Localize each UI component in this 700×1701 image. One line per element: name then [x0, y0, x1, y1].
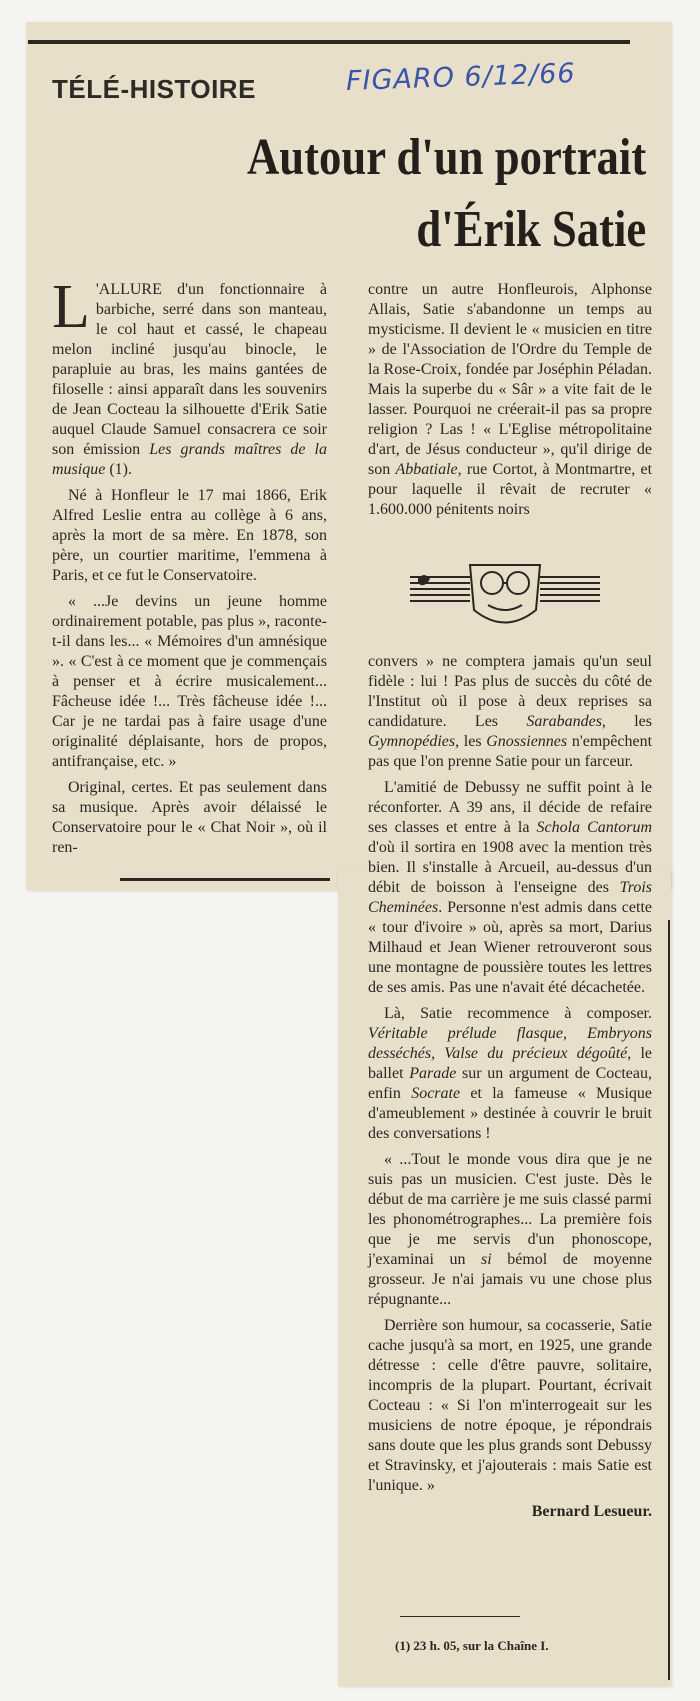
section-label: TÉLÉ-HISTOIRE [52, 74, 256, 104]
paragraph: L'amitié de Debussy ne suffit point à le réconforter. A 39 ans, il décide de refaire ses classes et entre à la Schola Cantorum d'où il sortira en 1908 avec la mention très bien. Il s'installe à Arcueil, au-dessus d'un débit de boisson à l'enseigne des Trois Cheminées. Personne n'est admis dans cette « tour d'ivoire » où, après sa mort, Darius Milhaud et Jean Wiener retrouveront sous une montagne de poussière toutes les lettres de ses amis. Pas une n'avait été décachetée. [368, 779, 653, 996]
headline-line-2: d'Érik Satie [416, 201, 646, 258]
paragraph-quote: « ...Tout le monde vous dira que je ne suis pas un musicien. C'est juste. Dès le début de ma carrière je me suis classé parmi les phonométrographes... La première fois que je me servis d'un phonoscope, j'examinai un si bémol de moyenne grosseur. Je n'ai jamais vu une chose plus répugnante... [368, 1151, 653, 1308]
footnote-rule [400, 1616, 520, 1617]
headline-line-1: Autour d'un portrait [246, 129, 646, 186]
top-rule [28, 40, 630, 44]
handwritten-date-note: FIGARO 6/12/66 [345, 58, 577, 97]
article-column-right-top [368, 280, 652, 526]
drop-cap: L [52, 273, 90, 341]
author-signature: Bernard Lesueur. [531, 1503, 652, 1520]
left-column-end-rule [120, 878, 330, 881]
paragraph: Original, certes. Et pas seulement dans sa musique. Après avoir délaissé le Conservatoire pour le « Chat Noir », où il ren- [52, 779, 327, 856]
article-column-right-bottom [368, 652, 652, 1522]
right-border-rule [668, 920, 670, 1680]
article-column-left [52, 273, 327, 864]
paragraph: Né à Honfleur le 17 mai 1866, Erik Alfred Leslie entra au collège à 6 ans, après la mort de sa mère. En 1878, son père, un courtier maritime, l'emmena à Paris, et ce fut le Conservatoire. [52, 487, 327, 584]
paragraph: Derrière son humour, sa cocasserie, Satie cache jusqu'à sa mort, en 1925, une grande détresse : celle d'être pauvre, solitaire, incompris de la plupart. Pourtant, écrivait Cocteau : « Si l'on m'interrogeait sur les musiciens de notre époque, je répondrais sans doute que les plus grands sont Debussy et Stravinsky, et j'ajouterais : mais Satie est l'unique. » [368, 1317, 652, 1494]
paragraph: contre un autre Honfleurois, Alphonse Allais, Satie s'abandonne un temps au mysticisme. Il devient le « musicien en titre » de l'Association de l'Ordre du Temple de la Rose-Croix, fondée par Joséphin Péladan. Mais la superbe du « Sâr » a vite fait de le lasser. Pourquoi ne créerait-il pas sa propre religion ? Las ! « L'Eglise métropolitaine d'art, de Jésus conducteur », qu'il dirige de son Abbatiale, rue Cortot, à Montmartre, et pour laquelle il rêvait de recruter « 1.600.000 pénitents noirs [368, 281, 653, 518]
paragraph: L 'ALLURE d'un fonctionnaire à barbiche, serré dans son manteau, le col haut et cassé, le chapeau melon incliné jusqu'au binocle, le parapluie au bras, les mains gantées de filoselle : ainsi apparaît dans les souvenirs de Jean Cocteau la silhouette d'Erik Satie auquel Claude Samuel consacrera ce soir son émission Les grands maîtres de la musique (1). [52, 273, 327, 478]
paragraph-quote: « ...Je devins un jeune homme ordinairement potable, pas plus », raconte-t-il dans les... « Mémoires d'un amnésique ». « C'est à ce moment que je commençais à penser et à écrire musicalement... Fâcheuse idée !... Très fâcheuse idée !... Car je ne tardai pas à faire usage d'une originalité déplaisante, hors de propos, antifrançaise, etc. » [52, 593, 327, 770]
footnote: (1) 23 h. 05, sur la Chaîne I. [395, 1638, 549, 1653]
satie-caricature-emblem [400, 555, 610, 630]
program-title: Les grands maîtres de la musique [52, 441, 327, 478]
paragraph: convers » ne comptera jamais qu'un seul fidèle : lui ! Pas plus de succès du côté de l'Institut où il pose à deux reprises sa candidature. Les Sarabandes, les Gymnopédies, les Gnossiennes n'empêchent pas que l'on prenne Satie pour un farceur. [368, 653, 653, 770]
paragraph: Là, Satie recommence à composer. Véritable prélude flasque, Embryons desséchés, Valse du précieux dégoûté, le ballet Parade sur un argument de Cocteau, enfin Socrate et la fameuse « Musique d'ameublement » destinée à couvrir le bruit des conversations ! [368, 1005, 653, 1142]
